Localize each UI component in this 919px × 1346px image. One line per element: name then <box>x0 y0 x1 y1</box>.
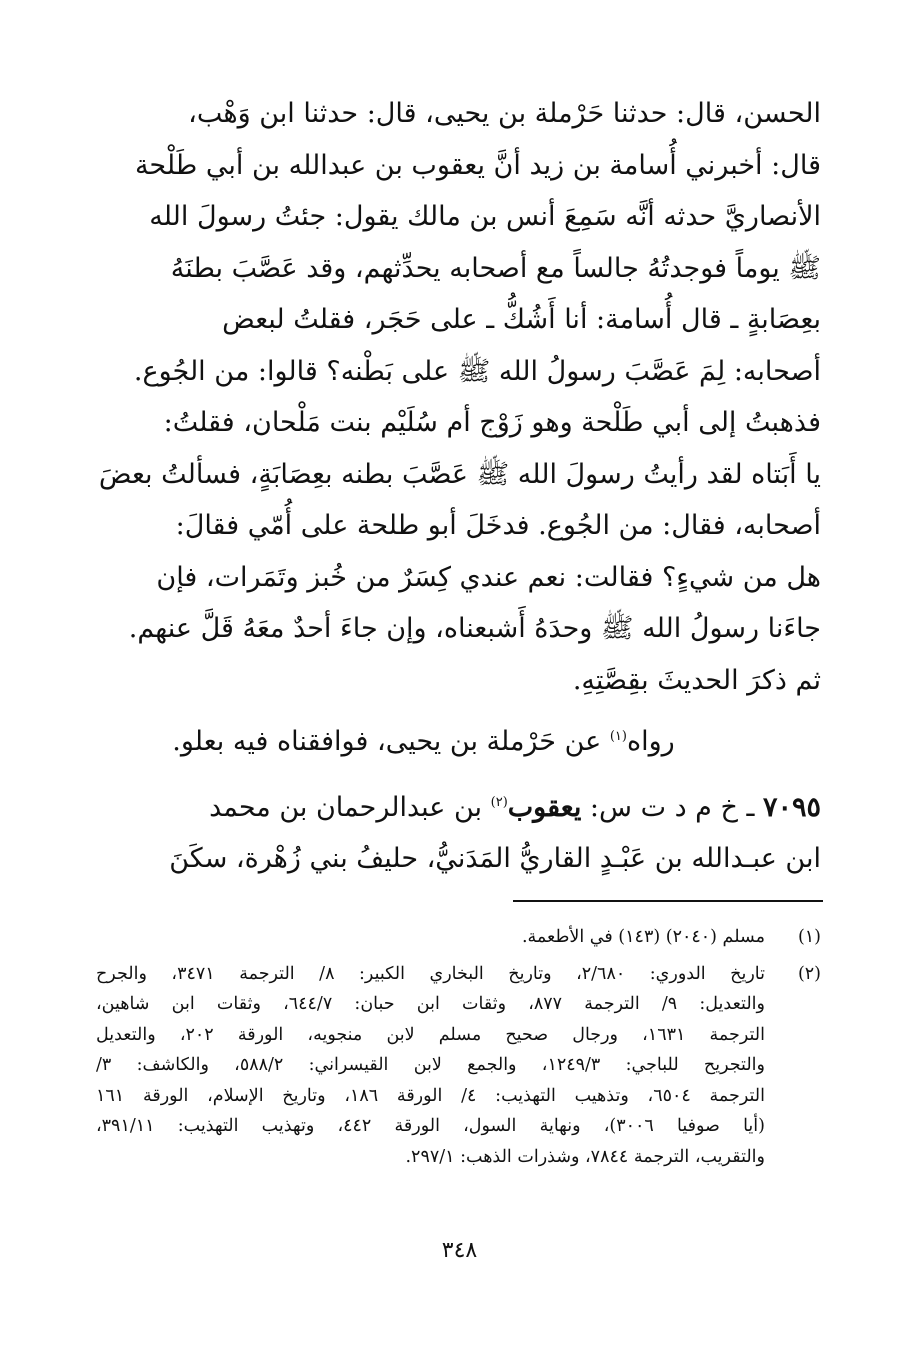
text-line: الحسن، قال: حدثنا حَرْملة بن يحيى، قال: حدثنا ابن وَهْب، <box>188 98 821 129</box>
footnote-separator <box>513 900 823 902</box>
page-number: ٣٤٨ <box>441 1238 478 1263</box>
text-line: فذهبتُ إلى أبي طَلْحة وهو زَوْج أم سُلَيْم بنت مَلْحان، فقلتُ: <box>163 407 821 438</box>
riwaya-rest: عن حَرْملة بن يحيى، فوافقناه فيه بعلو. <box>172 726 610 757</box>
footnote-line: والتجريح للباجي: ١٢٤٩/٣، والجمع لابن القيسراني: ٥٨٨/٢، والكاشف: ٣/ <box>96 1055 765 1075</box>
text-line: جاءَنا رسولُ الله ﷺ وحدَهُ أَشبعناه، وإن جاءَ أحدٌ معَهُ قَلَّ عنهم. <box>128 613 821 644</box>
entry-heading-line <box>96 782 821 834</box>
text-line: قال: أخبرني أُسامة بن زيد أنَّ يعقوب بن عبدالله بن أبي طَلْحة <box>134 149 821 181</box>
biography-entry <box>96 782 821 885</box>
entry-name: يعقوب <box>507 791 582 823</box>
footnote-ref-1: (١) <box>609 729 627 744</box>
footnote-marker: (١) <box>797 927 821 947</box>
footnote-line: والتقريب، الترجمة ٧٨٤٤، وشذرات الذهب: ٢٩٧/١. <box>405 1146 765 1167</box>
entry-number: ٧٠٩٥ <box>762 791 821 823</box>
footnote-line: مسلم (٢٠٤٠) (١٤٣) في الأطعمة. <box>521 927 765 947</box>
text-line: الأنصاريَّ حدثه أنَّه سَمِعَ أنس بن مالك يقول: جئتُ رسولَ الله <box>149 201 821 232</box>
footnotes <box>96 922 821 1172</box>
text-line: ﷺ يوماً فوجدتُهُ جالساً مع أصحابه يحدِّثهم، وقد عَصَّبَ بطنَهُ <box>170 252 821 284</box>
footnote-line: الترجمة ١٦٣١، ورجال صحيح مسلم لابن منجويه، الورقة ٢٠٢، والتعديل <box>96 1024 766 1045</box>
text-line: أصحابه: لِمَ عَصَّبَ رسولُ الله ﷺ على بَطْنه؟ قالوا: من الجُوع. <box>133 355 821 387</box>
footnote-line: الترجمة ٦٥٠٤، وتذهيب التهذيب: ٤/ الورقة ١٨٦، وتاريخ الإسلام، الورقة ١٦١ <box>96 1085 765 1106</box>
footnote-ref-2: (٢) <box>490 794 508 810</box>
text-line: يا أَبَتاه لقد رأيتُ رسولَ الله ﷺ عَصَّبَ بطنه بعِصَابَةٍ، فسألتُ بعضَ <box>98 458 821 490</box>
entry-lineage: بن عبدالرحمان بن محمد <box>209 791 491 823</box>
footnote-2 <box>96 959 821 1173</box>
footnote-1 <box>96 922 821 953</box>
footnote-line: تاريخ الدوري: ٢/٦٨٠، وتاريخ البخاري الكبير: ٨/ الترجمة ٣٤٧١، والجرح <box>96 963 765 984</box>
riwaya-start: رواه <box>626 726 675 757</box>
riwaya-line <box>96 716 821 768</box>
footnote-line: والتعديل: ٩/ الترجمة ٨٧٧، وثقات ابن حبان: ٦٤٤/٧، وثقات ابن شاهين، <box>96 994 765 1014</box>
entry-line: ابن عبـدالله بن عَبْـدٍ القاريُّ المَدَنيُّ، حليفُ بني زُهْرة، سكَنَ <box>169 843 821 874</box>
text-line: ثم ذكرَ الحديثَ بقِصَّتِهِ. <box>572 664 821 696</box>
footnote-marker: (٢) <box>797 963 821 984</box>
text-line: بعِصَابةٍ ـ قال أُسامة: أنا أَشُكُّ ـ على حَجَر، فقلتُ لبعض <box>222 304 821 335</box>
text-line: أصحابه، فقال: من الجُوع. فدخَلَ أبو طلحة على أُمّي فقالَ: <box>175 510 821 541</box>
entry-codes: ـ خ م د ت س: <box>581 791 763 823</box>
hadith-paragraph <box>96 88 821 706</box>
main-text-block <box>96 88 821 885</box>
text-line: هل من شيءٍ؟ فقالت: نعم عندي كِسَرٌ من خُبز وتَمَرات، فإن <box>156 561 821 593</box>
footnote-line: (أيا صوفيا ٣٠٠٦)، ونهاية السول، الورقة ٤٤٢، وتهذيب التهذيب: ٣٩١/١١، <box>96 1116 765 1136</box>
